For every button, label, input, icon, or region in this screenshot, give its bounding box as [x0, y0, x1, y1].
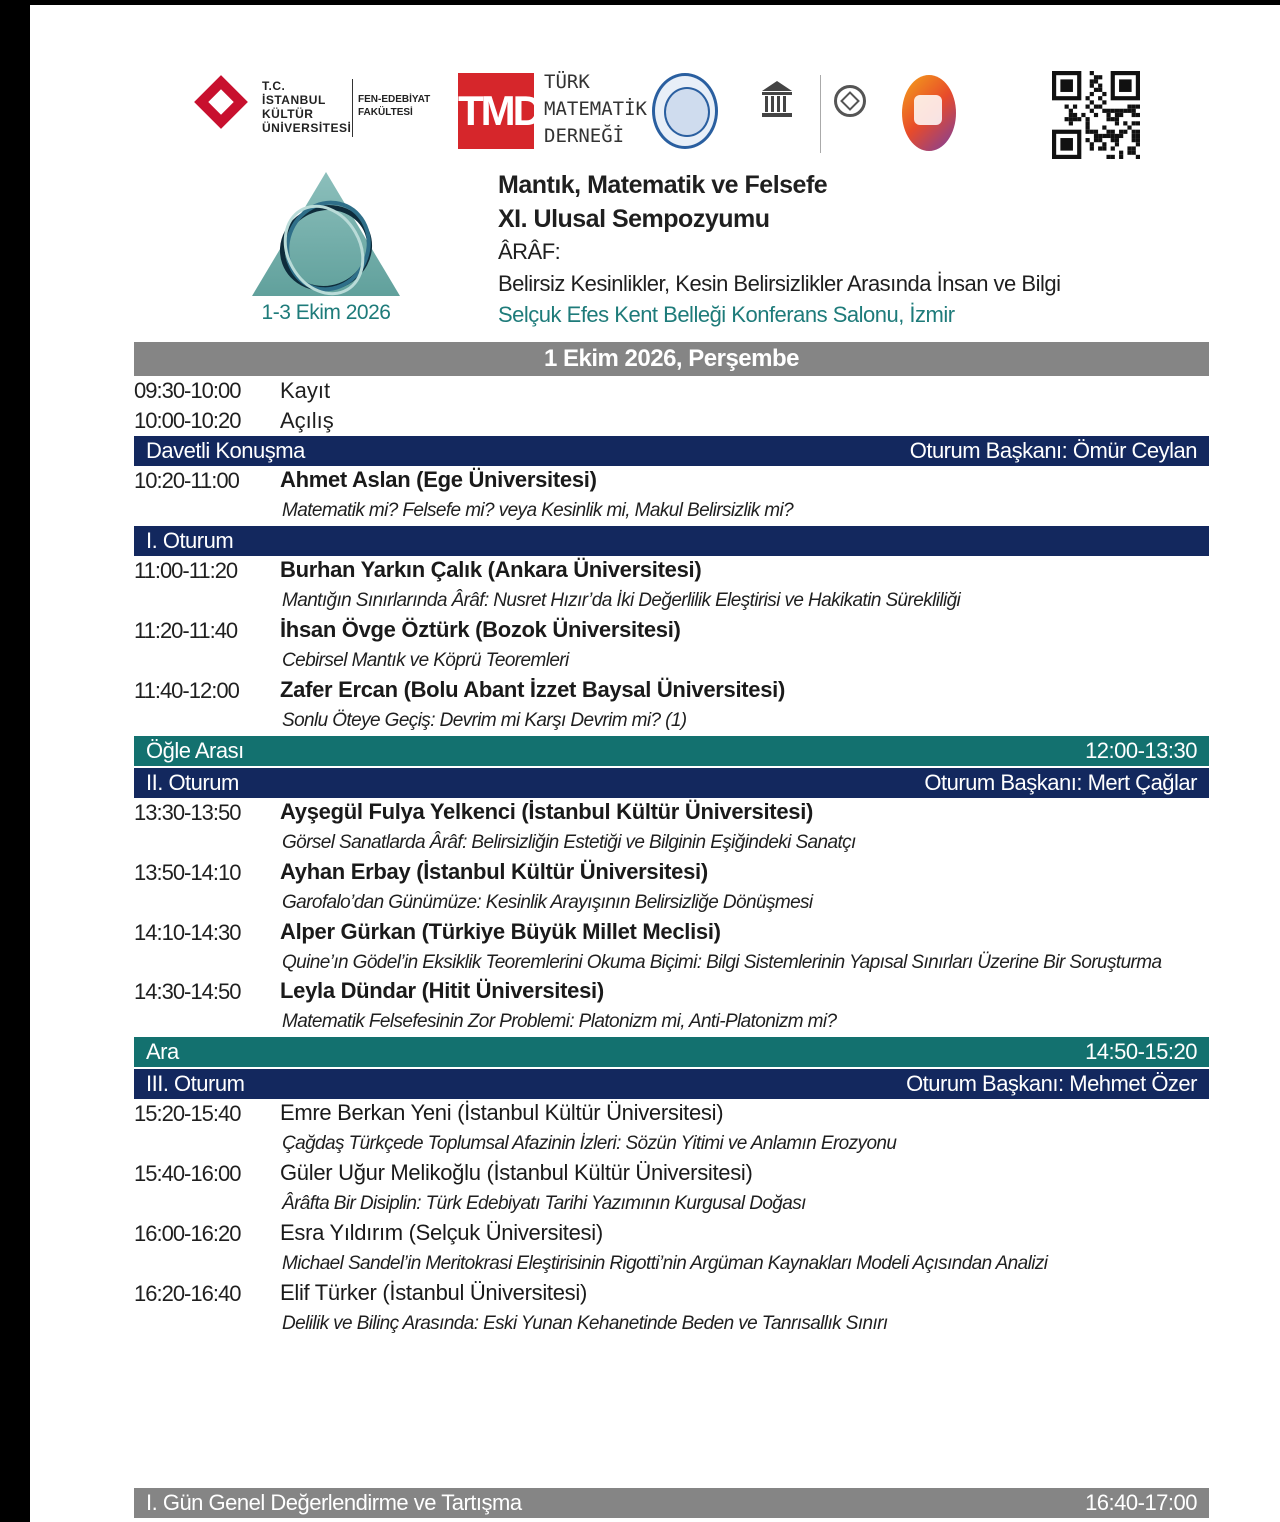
talk-title: Sonlu Öteye Geçiş: Devrim mi Karşı Devrim mi? (1) [282, 710, 687, 731]
talk-row [134, 676, 1209, 706]
iku-line-2: İSTANBUL [262, 93, 326, 107]
break-band [134, 1037, 1209, 1067]
talk-speaker: Esra Yıldırım (Selçuk Üniversitesi) [280, 1220, 603, 1245]
talk-row [134, 798, 1209, 828]
talk-speaker: Burhan Yarkın Çalık (Ankara Üniversitesi) [280, 557, 702, 582]
talk-row [134, 1219, 1209, 1249]
session-band-1 [134, 526, 1209, 556]
tmd-line-1: TÜRK [544, 71, 590, 93]
talk-title: Mantığın Sınırlarında Ârâf: Nusret Hızır’da İki Değerlilik Eleştirisi ve Hakikatin Sürekliliği [282, 590, 961, 611]
talk-row [134, 977, 1209, 1007]
talk-title: Delilik ve Bilinç Arasında: Eski Yunan Kehanetinde Beden ve Tanrısallık Sınırı [282, 1313, 888, 1334]
program-schedule [134, 342, 1209, 1339]
qr-code-icon[interactable] [1052, 71, 1140, 159]
row-label: Açılış [280, 408, 334, 433]
unesco-temple-icon [760, 79, 794, 119]
tmd-line-3: DERNEĞİ [544, 125, 625, 147]
session-band-invited [134, 436, 1209, 466]
break-time: 14:50-15:20 [1085, 1039, 1197, 1064]
university-seal-logo [650, 71, 724, 151]
day-header: 1 Ekim 2026, Perşembe [134, 342, 1209, 376]
talk-speaker: Alper Gürkan (Türkiye Büyük Millet Meclisi) [280, 919, 721, 944]
talk-row [134, 466, 1209, 496]
session-chair: Oturum Başkanı: Mehmet Özer [906, 1071, 1197, 1096]
talk-row [134, 858, 1209, 888]
program-page [30, 5, 1280, 1522]
tmd-mark: TMD [458, 73, 534, 149]
talk-time: 13:50-14:10 [134, 860, 241, 885]
talk-time: 11:20-11:40 [134, 618, 238, 643]
talk-row [134, 556, 1209, 586]
talk-speaker: Ayhan Erbay (İstanbul Kültür Üniversitesi) [280, 859, 708, 884]
tmd-line-2: MATEMATİK [544, 98, 647, 120]
row-time: 09:30-10:00 [134, 378, 241, 403]
symposium-title-line-1: Mantık, Matematik ve Felsefe [498, 171, 828, 199]
closing-label: I. Gün Genel Değerlendirme ve Tartışma [146, 1490, 522, 1515]
talk-time: 15:40-16:00 [134, 1161, 241, 1186]
session-chair: Oturum Başkanı: Mert Çağlar [924, 770, 1197, 795]
symposium-date: 1-3 Ekim 2026 [261, 301, 391, 324]
talk-time: 16:20-16:40 [134, 1281, 241, 1306]
session-band-3 [134, 1069, 1209, 1099]
talk-title: Ârâfta Bir Disiplin: Türk Edebiyatı Tarihi Yazımının Kurgusal Doğası [282, 1193, 806, 1214]
talk-speaker: Güler Uğur Melikoğlu (İstanbul Kültür Üniversitesi) [280, 1160, 753, 1185]
talk-row [134, 918, 1209, 948]
talk-speaker: Zafer Ercan (Bolu Abant İzzet Baysal Üniversitesi) [280, 677, 785, 702]
symposium-emblem-icon [248, 168, 404, 302]
row-time: 10:00-10:20 [134, 408, 241, 433]
talk-time: 14:30-14:50 [134, 979, 241, 1004]
symposium-theme: ÂRÂF: [498, 239, 561, 264]
talk-speaker: Leyla Dündar (Hitit Üniversitesi) [280, 978, 604, 1003]
symposium-subtitle: Belirsiz Kesinlikler, Kesin Belirsizlikler Arasında İnsan ve Bilgi [498, 271, 1061, 296]
tmd-logo [458, 67, 648, 153]
talk-title: Çağdaş Türkçede Toplumsal Afazinin İzleri: Sözün Yitimi ve Anlamın Erozyonu [282, 1133, 897, 1154]
efes-selcuk-logo [898, 69, 1028, 157]
talk-title: Michael Sandel’in Meritokrasi Eleştirisinin Rigotti’nin Argüman Kaynakları Modeli Açısından Analizi [282, 1253, 1048, 1274]
session-title: Davetli Konuşma [146, 438, 305, 463]
lunch-band [134, 736, 1209, 766]
iku-logo [198, 73, 448, 141]
break-label: Ara [146, 1039, 179, 1064]
talk-title: Matematik mi? Felsefe mi? veya Kesinlik mi, Makul Belirsizlik mi? [282, 500, 794, 521]
talk-time: 11:00-11:20 [134, 558, 238, 583]
closing-time: 16:40-17:00 [1085, 1490, 1197, 1515]
session-title: II. Oturum [146, 770, 239, 795]
iku-line-4: ÜNİVERSİTESİ [262, 121, 352, 135]
talk-title: Quine’ın Gödel’in Eksiklik Teoremlerini Okuma Biçimi: Bilgi Sistemlerinin Yapısal Sınırları Üzerine Bir Soruşturma [282, 952, 1162, 973]
talk-speaker: Ahmet Aslan (Ege Üniversitesi) [280, 467, 597, 492]
lunch-label: Öğle Arası [146, 738, 244, 763]
talk-title: Garofalo’dan Günümüze: Kesinlik Arayışının Belirsizliğe Dönüşmesi [282, 892, 813, 913]
talk-time: 14:10-14:30 [134, 920, 241, 945]
talk-time: 16:00-16:20 [134, 1221, 241, 1246]
talk-time: 11:40-12:00 [134, 678, 239, 703]
schedule-row [134, 406, 1209, 436]
talk-time: 13:30-13:50 [134, 800, 241, 825]
talk-title: Matematik Felsefesinin Zor Problemi: Platonizm mi, Anti-Platonizm mi? [282, 1011, 837, 1032]
row-label: Kayıt [280, 378, 331, 403]
talk-speaker: Elif Türker (İstanbul Üniversitesi) [280, 1280, 587, 1305]
iku-line-1: T.C. [262, 79, 286, 93]
unesco-logo [730, 71, 880, 155]
talk-speaker: Ayşegül Fulya Yelkenci (İstanbul Kültür Üniversitesi) [280, 799, 814, 824]
faculty-line-1: FEN-EDEBİYAT [358, 94, 431, 105]
talk-time: 15:20-15:40 [134, 1101, 241, 1126]
talk-row [134, 616, 1209, 646]
symposium-venue: Selçuk Efes Kent Belleği Konferans Salonu, İzmir [498, 302, 955, 327]
session-title: III. Oturum [146, 1071, 245, 1096]
lunch-time: 12:00-13:30 [1085, 738, 1197, 763]
talk-time: 10:20-11:00 [134, 468, 239, 493]
talk-speaker: İhsan Övge Öztürk (Bozok Üniversitesi) [280, 617, 681, 642]
iku-line-3: KÜLTÜR [262, 107, 314, 121]
session-chair: Oturum Başkanı: Ömür Ceylan [909, 438, 1197, 463]
session-band-2 [134, 768, 1209, 798]
talk-speaker: Emre Berkan Yeni (İstanbul Kültür Üniversitesi) [280, 1100, 724, 1125]
talk-row [134, 1279, 1209, 1309]
session-title: I. Oturum [146, 528, 234, 553]
talk-row [134, 1159, 1209, 1189]
faculty-line-2: FAKÜLTESİ [358, 107, 413, 118]
closing-band [134, 1488, 1209, 1518]
schedule-row [134, 376, 1209, 406]
talk-title: Cebirsel Mantık ve Köprü Teoremleri [282, 650, 569, 671]
symposium-title-line-2: XI. Ulusal Sempozyumu [498, 205, 770, 233]
talk-row [134, 1099, 1209, 1129]
talk-title: Görsel Sanatlarda Ârâf: Belirsizliğin Estetiği ve Bilginin Eşiğindeki Sanatçı [282, 832, 856, 853]
